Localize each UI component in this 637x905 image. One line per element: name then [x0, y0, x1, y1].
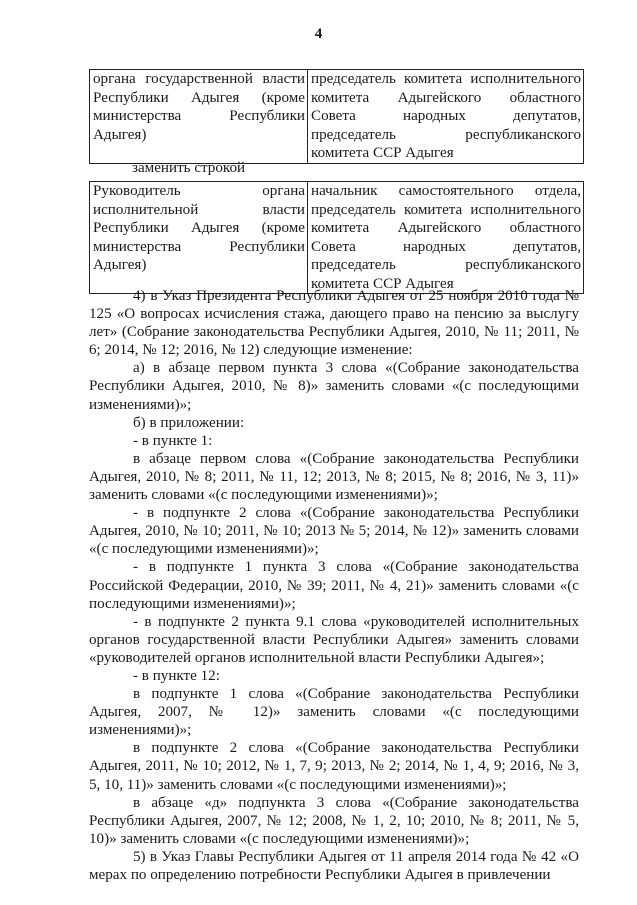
replace-instruction: заменить строкой: [132, 160, 246, 176]
cell-line: министерства Республики: [93, 238, 305, 255]
cell-line: председатель республиканского: [311, 126, 581, 143]
cell-line: органа государственной власти: [93, 71, 305, 87]
cell-line: Адыгея): [93, 257, 147, 273]
paragraph: - в пункте 1:: [133, 432, 213, 449]
new-row-left-cell: [90, 182, 308, 294]
cell-line: Республики Адыгея (кроме: [93, 89, 305, 106]
cell-line: комитета ССР Адыгея: [311, 275, 454, 292]
cell-line: комитета Адыгейского областного: [311, 89, 581, 106]
cell-line: Руководитель органа: [93, 183, 305, 199]
old-row-table: [89, 69, 584, 164]
paragraph: а) в абзаце первом пункта 3 слова «(Собрание законодательства Республики Адыгея, 2010, № 8)» заменить словами «(с последующими изменениями)»;: [89, 360, 579, 413]
paragraph: в подпункте 2 слова «(Собрание законодательства Республики Адыгея, 2011, № 10; 2012, № 1, 7, 9; 2013, № 2; 2014, № 1, 4, 9; 2016, № 3, 5, 10, 11)» заменить словами «(с последующими изменениями)»;: [89, 740, 579, 793]
cell-line: министерства Республики: [93, 108, 305, 124]
document-body: [89, 287, 579, 884]
cell-line: комитета Адыгейского областного: [311, 220, 581, 236]
paragraph: в абзаце первом слова «(Собрание законодательства Республики Адыгея, 2010, № 8; 2011, № 11, 12; 2013, № 8; 2015, № 8; 2016, № 3, 11)» заменить словами «(с последующими изменениями)»;: [89, 450, 579, 504]
cell-line: Совета народных депутатов,: [311, 108, 581, 124]
cell-line: Адыгея): [93, 126, 147, 143]
cell-line: комитета ССР Адыгея: [311, 145, 454, 161]
paragraph: 5) в Указ Главы Республики Адыгея от 11 апреля 2014 года № 42 «О мерах по определению потребности Республики Адыгея в привлечении: [89, 848, 579, 883]
cell-line: исполнительной власти: [93, 201, 305, 218]
paragraph: - в пункте 12:: [133, 667, 220, 684]
paragraph: - в подпункте 2 слова «(Собрание законодательства Республики Адыгея, 2010, № 10; 2011, № 10; 2013 № 5; 2014, № 12)» заменить словами «(с последующими изменениями)»;: [89, 505, 579, 558]
new-row-right-cell: [308, 182, 584, 294]
cell-line: начальник самостоятельного отдела,: [311, 183, 581, 199]
page-number: 4: [314, 26, 323, 42]
old-row-left-cell: [90, 70, 308, 164]
paragraph: 4) в Указ Президента Республики Адыгея от 25 ноября 2010 года № 125 «О вопросах исчисления стажа, дающего право на пенсию за выслугу лет» (Собрание законодательства Республики Адыгея, 2010, № 11; 2011, № 6; 2014, № 12; 2016, № 12) следующие изменение:: [89, 288, 579, 359]
paragraph: б) в приложении:: [133, 414, 245, 431]
old-row-right-cell: [308, 70, 584, 164]
cell-line: Совета народных депутатов,: [311, 238, 581, 255]
cell-line: Республики Адыгея (кроме: [93, 220, 305, 236]
new-row-table: [89, 181, 584, 294]
cell-line: председатель комитета исполнительного: [311, 201, 581, 218]
cell-line: председатель республиканского: [311, 257, 581, 273]
paragraph: в подпункте 1 слова «(Собрание законодательства Республики Адыгея, 2007, № 12)» заменить словами «(с последующими изменениями)»;: [89, 686, 579, 739]
cell-line: председатель комитета исполнительного: [311, 71, 581, 87]
paragraph: - в подпункте 2 пункта 9.1 слова «руководителей исполнительных органов государственной власти Республики Адыгея» заменить словами «руководителей органов исполнительной власти Республики Адыгея»;: [89, 613, 579, 666]
paragraph: в абзаце «д» подпункта 3 слова «(Собрание законодательства Республики Адыгея, 2007, № 12; 2008, № 1, 2, 10; 2010, № 8; 2011, № 5, 10)» заменить словами «(с последующими изменениями)»;: [89, 794, 579, 847]
paragraph: - в подпункте 1 пункта 3 слова «(Собрание законодательства Российской Федерации, 2010, № 39; 2011, № 4, 21)» заменить словами «(с последующими изменениями)»;: [89, 559, 579, 612]
